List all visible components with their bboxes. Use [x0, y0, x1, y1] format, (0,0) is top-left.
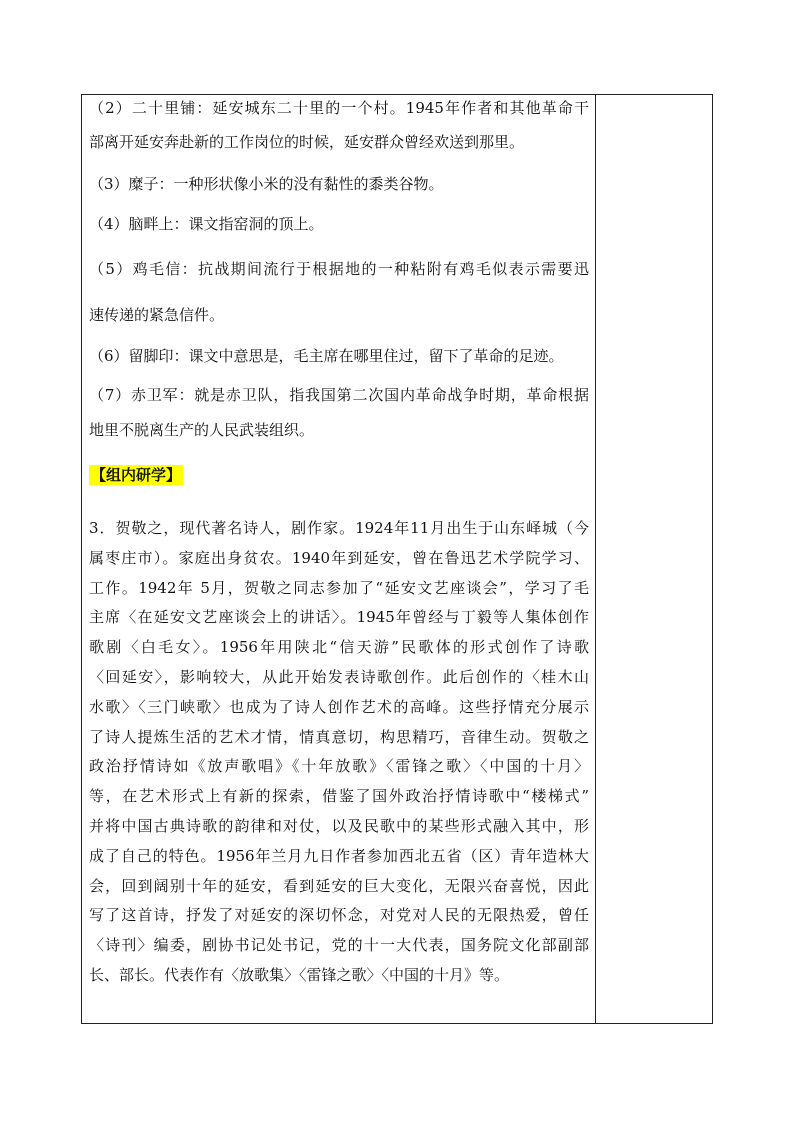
bio-line: 成了自己的特色。1956年兰月九日作者参加西北五省（区）青年造林大 [89, 847, 589, 865]
bio-line: 等，在艺术形式上有新的探索，借鉴了国外政治抒情诗歌中“楼梯式” [89, 787, 589, 805]
bio-line: 水歌〉〈三门峡歌〉也成为了诗人创作艺术的高峰。这些抒情充分展示 [89, 698, 589, 716]
bio-line: 3．贺敬之，现代著名诗人，剧作家。1924年11月出生于山东峄城（今 [89, 519, 589, 537]
note-line: （2）二十里铺：延安城东二十里的一个村。1945年作者和其他革命干 [89, 99, 589, 117]
bio-line: 〈诗刊〉编委，剧协书记处书记，党的十一大代表，国务院文化部副部 [89, 936, 589, 954]
bio-line: 工作。1942年 5月，贺敬之同志参加了“延安文艺座谈会”，学习了毛 [89, 579, 589, 597]
section-heading: 【组内研学】 [91, 466, 182, 484]
bio-line: 歌剧〈白毛女〉。1956年用陕北“信天游”民歌体的形式创作了诗歌 [89, 638, 589, 656]
bio-line: 并将中国古典诗歌的韵律和对仗，以及民歌中的某些形式融入其中，形 [89, 817, 589, 835]
note-line: （4）脑畔上：课文指窑洞的顶上。 [89, 215, 324, 233]
note-line: （5）鸡毛信：抗战期间流行于根据地的一种粘附有鸡毛似表示需要迅 [89, 260, 589, 278]
bio-line: 长、部长。代表作有〈放歌集〉〈雷锋之歌〉〈中国的十月》等。 [89, 966, 510, 984]
note-line: （3）糜子：一种形状像小米的没有黏性的黍类谷物。 [89, 175, 444, 193]
note-line: （6）留脚印：课文中意思是，毛主席在哪里住过，留下了革命的足迹。 [89, 347, 564, 365]
note-line: 速传递的紧急信件。 [89, 306, 225, 324]
bio-line: 属枣庄市）。家庭出身贫农。1940年到延安，曾在鲁迅艺术学院学习、 [89, 549, 589, 567]
note-line: （7）赤卫军：就是赤卫队，指我国第二次国内革命战争时期，革命根据 [89, 386, 589, 404]
bio-line: 写了这首诗，抒发了对延安的深切怀念，对党对人民的无限热爱，曾任 [89, 906, 589, 924]
content-table [81, 94, 713, 1024]
bio-line: 〈回延安〉，影响较大，从此开始发表诗歌创作。此后创作的〈桂木山 [89, 668, 589, 686]
note-line: 部离开延安奔赴新的工作岗位的时候，延安群众曾经欢送到那里。 [89, 133, 525, 151]
side-cell [596, 95, 712, 1023]
bio-line: 会，回到阔别十年的延安，看到延安的巨大变化，无限兴奋喜悦，因此 [89, 877, 589, 895]
bio-line: 政治抒情诗如《放声歌唱》《十年放歌》〈雷锋之歌〉〈中国的十月〉 [89, 757, 589, 775]
bio-line: 主席〈在延安文艺座谈会上的讲话〉。1945年曾经与丁毅等人集体创作 [89, 608, 589, 626]
bio-line: 了诗人提炼生活的艺术才情，情真意切，构思精巧，音律生动。贺敬之 [89, 728, 589, 746]
note-line: 地里不脱离生产的人民武装组织。 [89, 421, 315, 439]
